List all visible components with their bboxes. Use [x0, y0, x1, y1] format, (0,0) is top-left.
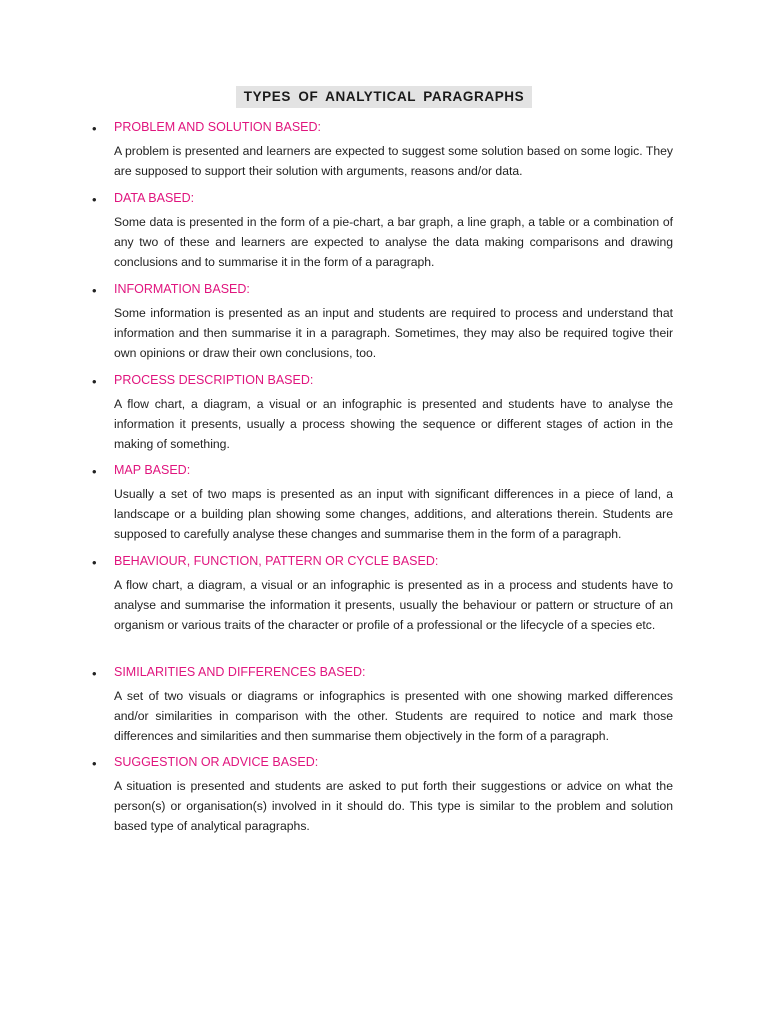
section-body: A situation is presented and students are asked to put forth their suggestions or advice on what the person(s) or organisation(s) involved in it should do. This type is similar to the problem and solution based type of analytical paragraphs. [114, 779, 673, 833]
section-heading: SIMILARITIES AND DIFFERENCES BASED: [114, 665, 366, 679]
bullet-icon: • [92, 283, 97, 298]
bullet-icon: • [92, 121, 97, 136]
section-body: A set of two visuals or diagrams or infographics is presented with one showing marked differences and/or similarities in comparison with the other. Students are required to notice and mark those differences and similarities and then summarise them objectively in the form of a paragraph. [114, 689, 673, 743]
section-body: Usually a set of two maps is presented as an input with significant differences in a piece of land, a landscape or a building plan showing some changes, additions, and alterations therein. Students are supposed to carefully analyse these changes and summarise them in the form of a paragraph. [114, 487, 673, 541]
section-body: A flow chart, a diagram, a visual or an infographic is presented as in a process and students have to analyse and summarise the information it presents, usually the behaviour or pattern or structure of an organism or various traits of the character or profile of a professional or the lifecycle of a species etc. [114, 578, 673, 632]
bullet-icon: • [92, 756, 97, 771]
section-body: A flow chart, a diagram, a visual or an infographic is presented and students have to analyse the information it presents, usually a process showing the sequence or different stages of action in the making of something. [114, 397, 673, 451]
bullet-icon: • [92, 192, 97, 207]
bullet-icon: • [92, 555, 97, 570]
section-heading: PROCESS DESCRIPTION BASED: [114, 373, 314, 387]
section-heading: DATA BASED: [114, 191, 195, 205]
title-container [0, 86, 768, 108]
bullet-icon: • [92, 374, 97, 389]
bullet-icon: • [92, 464, 97, 479]
section-heading: MAP BASED: [114, 463, 191, 477]
page-title: TYPES OF ANALYTICAL PARAGRAPHS [236, 86, 533, 108]
section-heading: PROBLEM AND SOLUTION BASED: [114, 120, 321, 134]
section-body: Some data is presented in the form of a pie-chart, a bar graph, a line graph, a table or a combination of any two of these and learners are expected to analyse the data making comparisons and drawing conclusions and to summarise it in the form of a paragraph. [114, 215, 673, 269]
section-heading: BEHAVIOUR, FUNCTION, PATTERN OR CYCLE BASED: [114, 554, 439, 568]
section-heading: INFORMATION BASED: [114, 282, 250, 296]
section-heading: SUGGESTION OR ADVICE BASED: [114, 755, 319, 769]
bullet-icon: • [92, 666, 97, 681]
section-body: A problem is presented and learners are expected to suggest some solution based on some logic. They are supposed to support their solution with arguments, reasons and/or data. [114, 144, 673, 178]
section-body: Some information is presented as an input and students are required to process and understand that information and then summarise it in a paragraph. Sometimes, they may also be required togive their own opinions or draw their own conclusions, too. [114, 306, 673, 360]
